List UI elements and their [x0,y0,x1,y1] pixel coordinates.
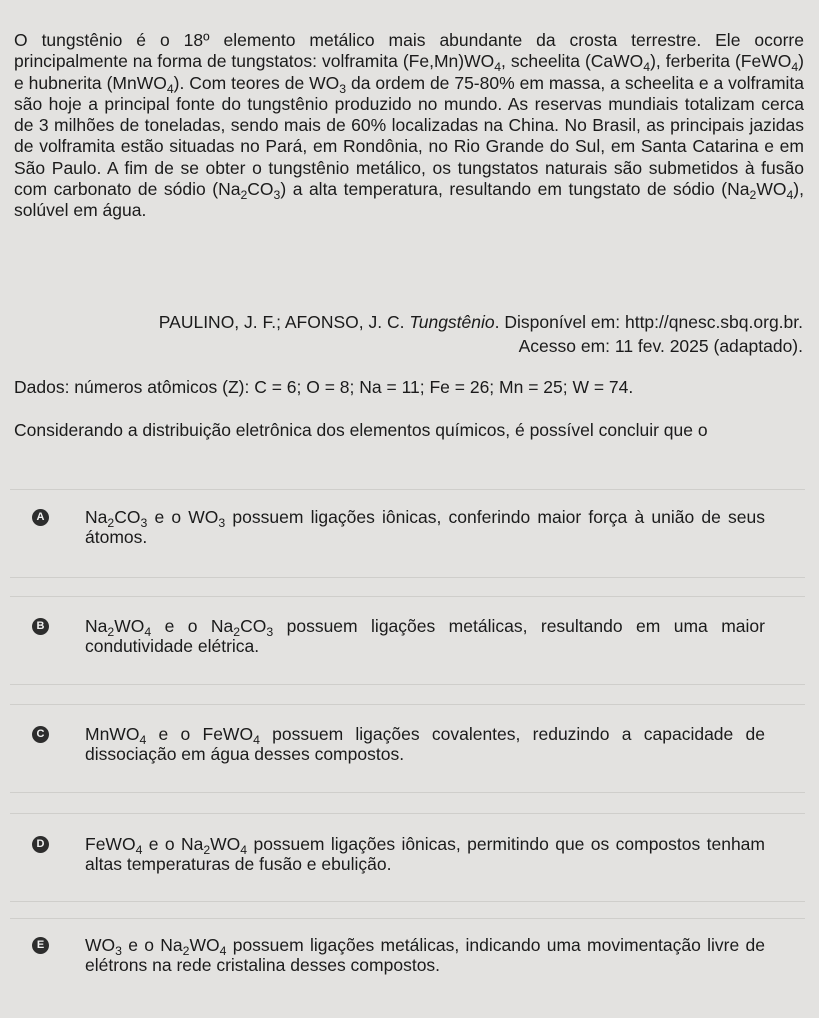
intro-paragraph [14,30,804,222]
option-text: MnWO [85,724,140,744]
subscript: 3 [140,516,148,530]
source-title: Tungstênio [409,312,495,332]
source-authors: PAULINO, J. F.; AFONSO, J. C. [158,312,410,332]
option-b-text [85,616,765,656]
option-letter-badge: A [32,509,49,526]
subscript: 2 [240,188,248,203]
option-text: e o Na [121,935,183,955]
intro-text: , scheelita (CaWO [501,51,644,72]
option-text: possuem ligações iônicas, permitindo que os compostos tenham altas temperaturas de fusão e ebulição. [85,834,765,874]
option-text: e o Na [151,616,234,636]
subscript: 3 [218,516,226,530]
intro-text: WO [756,179,787,200]
intro-text: ). Com teores de WO [173,72,340,93]
option-b[interactable] [10,596,805,685]
subscript: 2 [233,625,241,639]
subscript: 2 [107,516,115,530]
option-text: e o Na [142,834,204,854]
subscript: 3 [339,81,347,96]
intro-text: ), solúvel em água. [14,179,804,221]
intro-text: O tungstênio é o 18º elemento metálico mais abundante da crosta terrestre. Ele ocorre principalmente na forma de tungstatos: volframita (Fe,Mn)WO [14,30,804,72]
subscript: 4 [786,188,794,203]
option-e-text [85,935,765,975]
option-text: possuem ligações iônicas, conferindo maior força à união de seus átomos. [85,507,765,547]
intro-text: da ordem de 75-80% em massa, a scheelita e a volframita são hoje a principal fonte do tungstênio produzido no mundo. As reservas mundiais totalizam cerca de 3 milhões de toneladas, sendo mais de 60% localizadas na China. No Brasil, as principais jazidas de volframita estão situadas no Pará, em Rondônia, no Rio Grande do Sul, em Santa Catarina e em São Paulo. A fim de se obter o tungstênio metálico, os tungstatos naturais são submetidos à fusão com carbonato de sódio (Na [14,72,805,200]
option-text: Na [85,616,108,636]
option-text: e o WO [147,507,219,527]
option-letter-badge: C [32,726,49,743]
subscript: 4 [643,60,651,75]
subscript: 4 [144,625,152,639]
subscript: 2 [182,944,190,958]
subscript: 2 [107,625,115,639]
subscript: 4 [253,733,260,747]
option-text: possuem ligações metálicas, indicando uma movimentação livre de elétrons na rede cristalina desses compostos. [85,935,765,975]
subscript: 4 [139,733,147,747]
option-text: CO [114,507,141,527]
option-text: CO [240,616,267,636]
intro-text: ) a alta temperatura, resultando em tungstato de sódio (Na [280,179,750,200]
subscript: 4 [494,60,502,75]
option-d-text [85,834,765,874]
subscript: 4 [219,944,227,958]
option-d[interactable] [10,813,805,902]
intro-text: ), ferberita (FeWO [650,51,792,72]
option-c[interactable] [10,704,805,793]
question-stem: Considerando a distribuição eletrônica dos elementos químicos, é possível concluir que o [14,420,708,440]
option-text: WO [189,935,220,955]
subscript: 3 [273,188,281,203]
option-text: possuem ligações covalentes, reduzindo a capacidade de dissociação em água desses compostos. [85,724,765,764]
option-text: WO [114,616,145,636]
option-letter-badge: B [32,618,49,635]
option-text: WO [85,935,116,955]
intro-text: CO [247,179,274,200]
option-e[interactable] [10,918,805,1010]
subscript: 4 [166,81,174,96]
subscript: 3 [266,625,274,639]
subscript: 3 [115,944,122,958]
option-a[interactable] [10,489,805,578]
option-text: FeWO [85,834,136,854]
source-citation [159,311,803,333]
subscript: 4 [135,843,143,857]
option-text: WO [210,834,241,854]
source-availability: . Disponível em: http://qnesc.sbq.org.br. [494,312,803,332]
option-letter-badge: E [32,937,49,954]
subscript: 4 [240,843,248,857]
subscript: 4 [791,60,799,75]
subscript: 2 [749,188,757,203]
option-text: possuem ligações metálicas, resultando em uma maior condutividade elétrica. [85,616,765,656]
atomic-numbers-data: Dados: números atômicos (Z): C = 6; O = 8; Na = 11; Fe = 26; Mn = 25; W = 74. [14,377,634,397]
option-letter-badge: D [32,836,49,853]
option-a-text [85,507,765,547]
option-c-text [85,724,765,764]
option-text: e o FeWO [146,724,254,744]
subscript: 2 [203,843,211,857]
source-access-date: Acesso em: 11 fev. 2025 (adaptado). [518,336,803,356]
option-text: Na [85,507,108,527]
intro-text: ) e hubnerita (MnWO [14,51,804,93]
